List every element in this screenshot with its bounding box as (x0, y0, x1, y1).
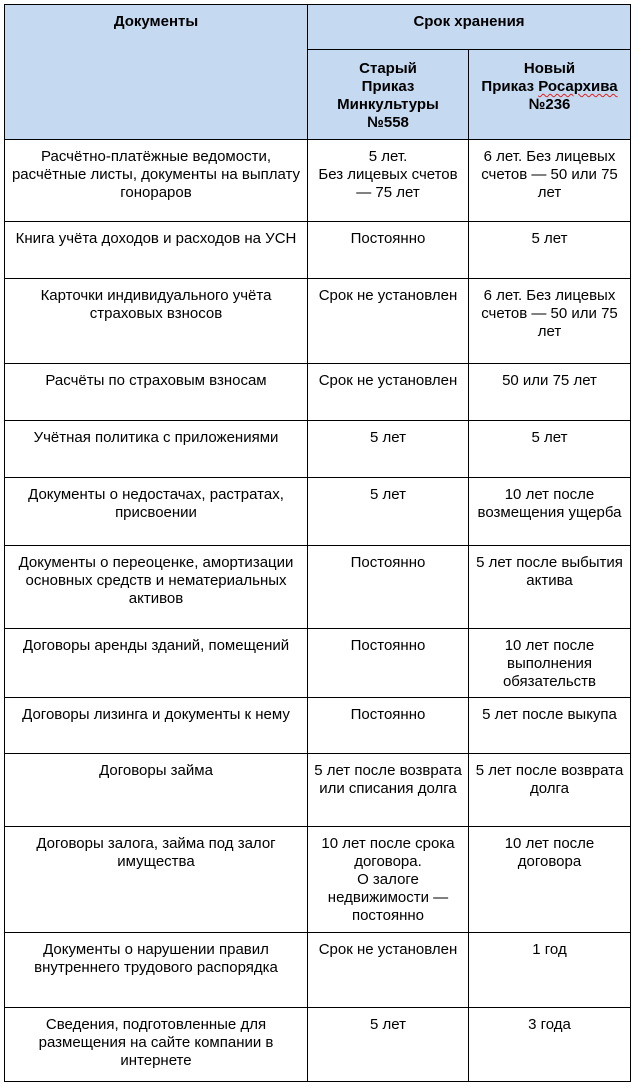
table-row (5, 933, 631, 1008)
cell-document: Учётная политика с приложениями (5, 421, 308, 478)
cell-old-period: 5 лет. Без лицевых счетов — 75 лет (308, 140, 469, 222)
cell-old-period: Постоянно (308, 546, 469, 629)
table-row (5, 478, 631, 546)
cell-old-period: Срок не установлен (308, 279, 469, 364)
retention-table (4, 4, 631, 1082)
cell-old-period: Постоянно (308, 222, 469, 279)
cell-old-period: Постоянно (308, 629, 469, 698)
table-row (5, 698, 631, 754)
header-old-order: Старый Приказ Минкультуры №558 (308, 50, 469, 140)
cell-old-period: Срок не установлен (308, 933, 469, 1008)
cell-new-period: 5 лет после возврата долга (469, 754, 631, 827)
header-documents: Документы (5, 5, 308, 140)
table-row (5, 279, 631, 364)
spellcheck-underline: Росархива (538, 78, 618, 95)
table-row (5, 364, 631, 421)
header-storage-period: Срок хранения (308, 5, 631, 50)
cell-new-period: 50 или 75 лет (469, 364, 631, 421)
cell-new-period: 5 лет (469, 421, 631, 478)
cell-new-period: 10 лет после возмещения ущерба (469, 478, 631, 546)
cell-document: Карточки индивидуального учёта страховых взносов (5, 279, 308, 364)
cell-old-period: 10 лет после срока договора. О залоге недвижимости — постоянно (308, 827, 469, 933)
cell-new-period: 6 лет. Без лицевых счетов — 50 или 75 лет (469, 279, 631, 364)
cell-document: Расчётно-платёжные ведомости, расчётные листы, документы на выплату гонораров (5, 140, 308, 222)
header-new-order: Новый Приказ Росархива №236 (469, 50, 631, 140)
table-row (5, 827, 631, 933)
cell-new-period: 5 лет (469, 222, 631, 279)
cell-old-period: 5 лет (308, 421, 469, 478)
cell-new-period: 10 лет после выполнения обязательств (469, 629, 631, 698)
table-row (5, 754, 631, 827)
cell-document: Договоры залога, займа под залог имущества (5, 827, 308, 933)
table-row (5, 546, 631, 629)
cell-new-period: 5 лет после выбытия актива (469, 546, 631, 629)
cell-old-period: Постоянно (308, 698, 469, 754)
cell-document: Документы о недостачах, растратах, присвоении (5, 478, 308, 546)
cell-document: Договоры лизинга и документы к нему (5, 698, 308, 754)
table-row (5, 140, 631, 222)
cell-old-period: 5 лет (308, 478, 469, 546)
table-row (5, 421, 631, 478)
cell-old-period: Срок не установлен (308, 364, 469, 421)
table-row (5, 222, 631, 279)
cell-document: Сведения, подготовленные для размещения на сайте компании в интернете (5, 1008, 308, 1082)
cell-document: Книга учёта доходов и расходов на УСН (5, 222, 308, 279)
cell-new-period: 10 лет после договора (469, 827, 631, 933)
cell-old-period: 5 лет (308, 1008, 469, 1082)
cell-document: Документы о переоценке, амортизации основных средств и нематериальных активов (5, 546, 308, 629)
cell-new-period: 3 года (469, 1008, 631, 1082)
cell-old-period: 5 лет после возврата или списания долга (308, 754, 469, 827)
cell-document: Договоры аренды зданий, помещений (5, 629, 308, 698)
cell-new-period: 1 год (469, 933, 631, 1008)
cell-document: Договоры займа (5, 754, 308, 827)
cell-document: Документы о нарушении правил внутреннего трудового распорядка (5, 933, 308, 1008)
table-row (5, 629, 631, 698)
table-row (5, 1008, 631, 1082)
cell-new-period: 6 лет. Без лицевых счетов — 50 или 75 лет (469, 140, 631, 222)
cell-document: Расчёты по страховым взносам (5, 364, 308, 421)
cell-new-period: 5 лет после выкупа (469, 698, 631, 754)
